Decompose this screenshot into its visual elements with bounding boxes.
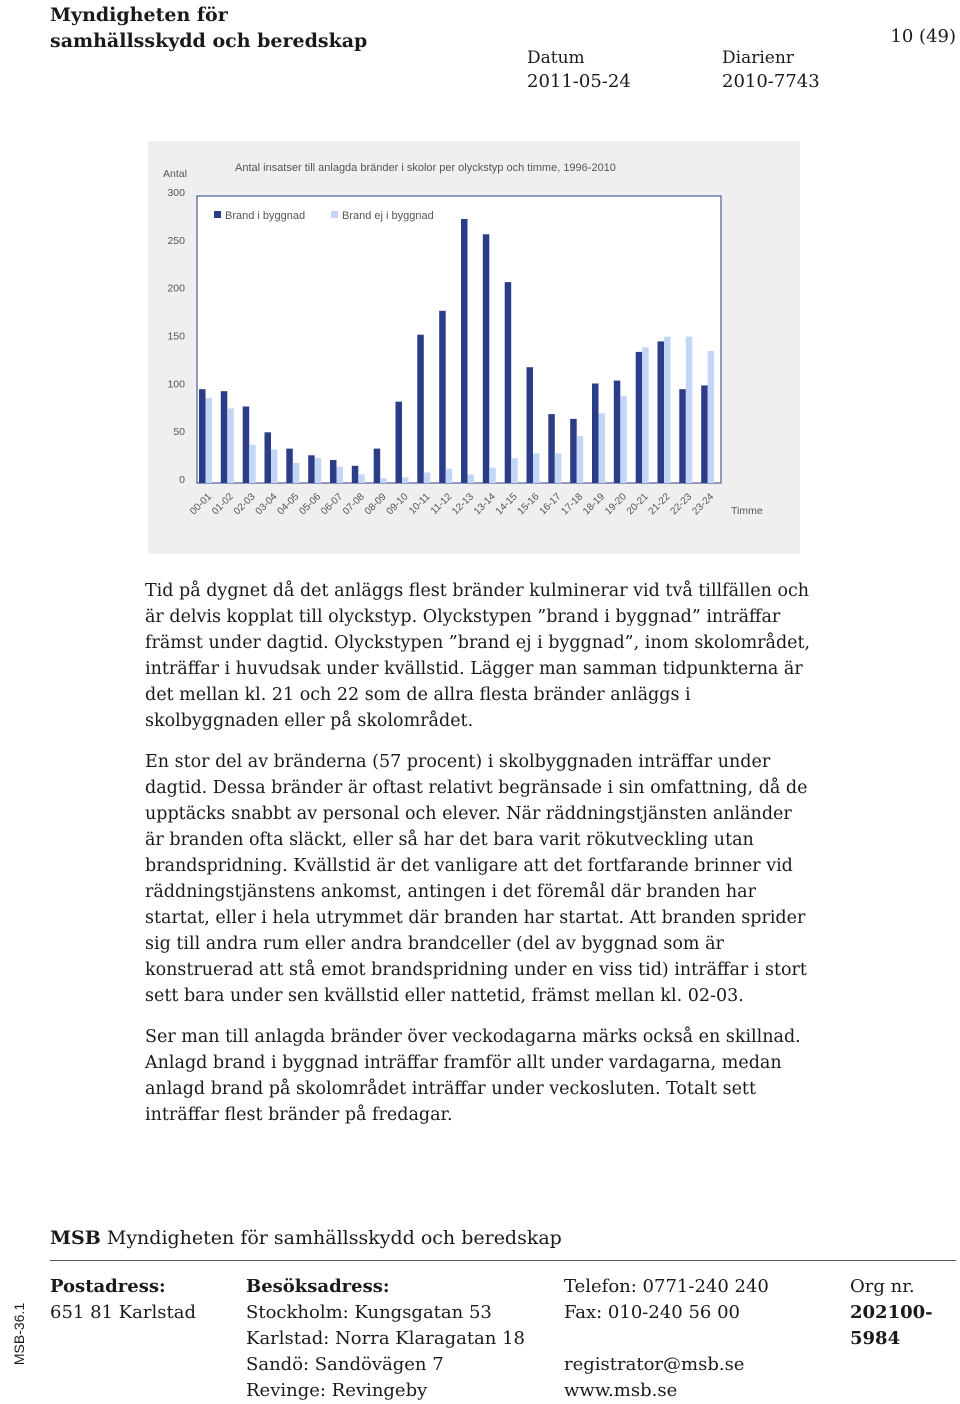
footer-org-column [850,1274,933,1352]
bar-brand-ej-i-byggnad-09-10 [402,477,409,483]
visit-stockholm: Stockholm: Kungsgatan 53 [246,1302,492,1323]
bar-brand-i-byggnad-00-01 [199,389,206,483]
bar-brand-i-byggnad-02-03 [243,407,250,484]
bar-brand-i-byggnad-11-12 [439,311,446,483]
x-tick-label: 12-13 [450,491,477,518]
bar-brand-ej-i-byggnad-15-16 [533,453,540,483]
bar-brand-ej-i-byggnad-17-18 [577,436,584,483]
bar-brand-ej-i-byggnad-18-19 [599,413,606,483]
x-tick-label: 06-07 [319,491,346,518]
x-tick-label: 11-12 [428,491,455,517]
bar-brand-i-byggnad-10-11 [417,335,424,483]
organization-name-line1: Myndigheten för [50,4,228,26]
x-tick-label: 02-03 [231,491,258,518]
bar-brand-i-byggnad-09-10 [396,402,403,483]
x-tick-label: 10-11 [407,491,433,517]
y-tick-label: 300 [167,187,185,199]
x-tick-label: 17-18 [559,491,586,518]
x-axis-label: Timme [731,505,763,517]
date-value: 2011-05-24 [527,71,631,92]
bar-brand-i-byggnad-19-20 [614,381,621,483]
bar-brand-ej-i-byggnad-04-05 [293,463,300,483]
y-tick-label: 250 [167,234,185,247]
x-tick-label: 13-14 [472,491,498,518]
x-tick-label: 04-05 [275,491,302,518]
bar-brand-i-byggnad-07-08 [352,466,359,483]
bar-brand-ej-i-byggnad-06-07 [337,467,344,483]
bar-brand-ej-i-byggnad-11-12 [446,469,453,483]
diary-value: 2010-7743 [722,71,820,92]
bar-brand-ej-i-byggnad-19-20 [620,396,627,483]
bar-brand-ej-i-byggnad-14-15 [511,458,518,483]
x-tick-label: 01-02 [210,491,236,518]
paragraph-time-of-day: Tid på dygnet då det anläggs flest bränder kulminerar vid två tillfällen och är delvis kopplat till olyckstyp. Olyckstypen ”brand i byggnad” inträffar främst under dagtid. Olyckstypen ”brand ej i byggnad”, inom skolområdet, inträffar i huvudsak under kvällstid. Lägger man samman tidpunkterna är det mellan kl. 21 och 22 som de allra flesta bränder anläggs i skolbyggnaden eller på skolområdet. [145,581,811,731]
bar-brand-i-byggnad-17-18 [570,419,577,483]
legend-swatch-brand-ej-i-byggnad [331,211,338,218]
x-tick-label: 18-19 [581,491,608,518]
x-tick-label: 21-22 [646,491,673,518]
footer-brand-name: Myndigheten för samhällsskydd och beredskap [106,1227,562,1249]
bar-brand-ej-i-byggnad-10-11 [424,473,431,484]
bar-brand-i-byggnad-01-02 [221,391,228,483]
bar-brand-i-byggnad-13-14 [483,234,490,483]
footer-divider [50,1260,956,1261]
y-tick-label: 0 [179,474,185,486]
bar-chart [148,141,800,554]
x-tick-label: 22-23 [668,491,695,518]
paragraph-weekdays: Ser man till anlagda bränder över veckodagarna märks också en skillnad. Anlagd brand i byggnad inträffar framför allt under vardagarna, medan anlagd brand på skolområdet inträffar under veckosluten. Totalt sett inträffar flest bränder på fredagar. [145,1027,801,1125]
bar-brand-i-byggnad-04-05 [286,449,293,483]
legend-swatch-brand-i-byggnad [214,211,221,218]
org-label: Org nr. [850,1276,915,1297]
bar-brand-ej-i-byggnad-20-21 [642,347,649,483]
postal-address: 651 81 Karlstad [50,1302,196,1323]
paragraph-daytime-fires: En stor del av bränderna (57 procent) i skolbyggnaden inträffar under dagtid. Dessa bränder är oftast relativt begränsade i sin omfattning, då de upptäcks snabbt av personal och elever. När räddningstjänsten anländer är branden ofta släckt, eller så har det bara varit rökutveckling utan brandspridning. Kvällstid är det vanligare att det fortfarande brinner vid räddningstjänstens ankomst, antingen i det föremål där branden har startat, eller i hela utrymmet där branden har startat. Att branden sprider sig till andra rum eller andra brandceller (del av byggnad som är konstruerad att stå emot brandspridning under en viss tid) inträffar i stort sett bara under sen kvällstid eller nattetid, främst mellan kl. 02-03. [145,752,808,1006]
web-link[interactable]: www.msb.se [564,1380,678,1401]
x-tick-label: 00-01 [188,491,215,518]
bar-brand-ej-i-byggnad-23-24 [708,351,715,483]
x-tick-label: 23-24 [690,491,717,518]
bar-brand-i-byggnad-21-22 [658,341,665,483]
org-number-part2: 5984 [850,1328,901,1349]
bar-brand-ej-i-byggnad-16-17 [555,453,562,483]
bar-brand-ej-i-byggnad-05-06 [315,458,322,483]
x-tick-label: 08-09 [362,491,389,518]
visit-sando: Sandö: Sandövägen 7 [246,1354,444,1375]
bar-brand-i-byggnad-15-16 [527,367,534,483]
legend-label-brand-ej-i-byggnad: Brand ej i byggnad [342,210,434,222]
bar-brand-i-byggnad-16-17 [548,414,555,483]
x-tick-label: 05-06 [297,491,324,518]
email-link[interactable]: registrator@msb.se [564,1354,745,1375]
bar-brand-ej-i-byggnad-01-02 [227,408,234,483]
bar-brand-i-byggnad-14-15 [505,282,512,483]
footer-brand-abbr: MSB [50,1227,101,1249]
y-tick-label: 50 [173,426,185,439]
document-code: MSB-36.1 [11,1302,28,1366]
x-tick-label: 14-15 [493,491,520,518]
legend-label-brand-i-byggnad: Brand i byggnad [225,210,306,222]
footer-visit-column [246,1274,525,1404]
bar-brand-i-byggnad-05-06 [308,455,315,483]
x-tick-label: 07-08 [340,491,367,518]
bar-brand-i-byggnad-20-21 [636,352,643,483]
footer-postal-column [50,1274,196,1326]
x-tick-label: 19-20 [603,491,629,518]
bar-brand-i-byggnad-03-04 [265,432,272,483]
bar-brand-ej-i-byggnad-00-01 [206,398,213,483]
visit-revinge: Revinge: Revingeby [246,1380,428,1401]
bar-chart-svg [148,141,800,554]
bar-brand-ej-i-byggnad-02-03 [249,445,256,483]
bar-brand-i-byggnad-23-24 [701,385,708,483]
phone: Telefon: 0771-240 240 [564,1276,769,1297]
footer-contact-column [564,1274,769,1404]
bar-brand-i-byggnad-12-13 [461,219,468,483]
bar-brand-ej-i-byggnad-22-23 [686,337,693,483]
organization-name-line2: samhällsskydd och beredskap [50,30,368,52]
bar-brand-i-byggnad-18-19 [592,384,599,484]
bar-brand-i-byggnad-08-09 [374,449,381,483]
visit-label: Besöksadress: [246,1276,390,1297]
bar-brand-ej-i-byggnad-13-14 [489,468,496,483]
y-tick-label: 150 [167,330,185,343]
fax: Fax: 010-240 56 00 [564,1302,740,1323]
x-tick-label: 16-17 [537,491,564,518]
bar-brand-i-byggnad-22-23 [679,389,686,483]
x-tick-label: 20-21 [624,491,651,518]
y-axis-label: Antal [163,168,187,180]
y-tick-label: 100 [167,378,185,391]
date-label: Datum [527,48,585,68]
diary-label: Diarienr [722,48,794,68]
bar-brand-i-byggnad-06-07 [330,460,337,483]
bar-brand-ej-i-byggnad-21-22 [664,337,671,483]
x-tick-label: 09-10 [384,491,411,518]
bar-brand-ej-i-byggnad-08-09 [380,478,387,483]
org-number-part1: 202100- [850,1302,933,1323]
bar-brand-ej-i-byggnad-07-08 [358,474,365,483]
chart-title: Antal insatser till anlagda bränder i skolor per olyckstyp och timme, 1996-2010 [235,162,616,174]
organization-name [50,2,367,54]
postal-label: Postadress: [50,1276,166,1297]
visit-karlstad: Karlstad: Norra Klaragatan 18 [246,1328,526,1349]
bar-brand-ej-i-byggnad-12-13 [468,474,475,483]
footer-brand [50,1227,562,1249]
y-tick-label: 200 [167,282,185,295]
x-tick-label: 15-16 [515,491,542,518]
page-number: 10 (49) [890,26,956,47]
x-tick-label: 03-04 [253,491,280,518]
bar-brand-ej-i-byggnad-03-04 [271,450,278,484]
